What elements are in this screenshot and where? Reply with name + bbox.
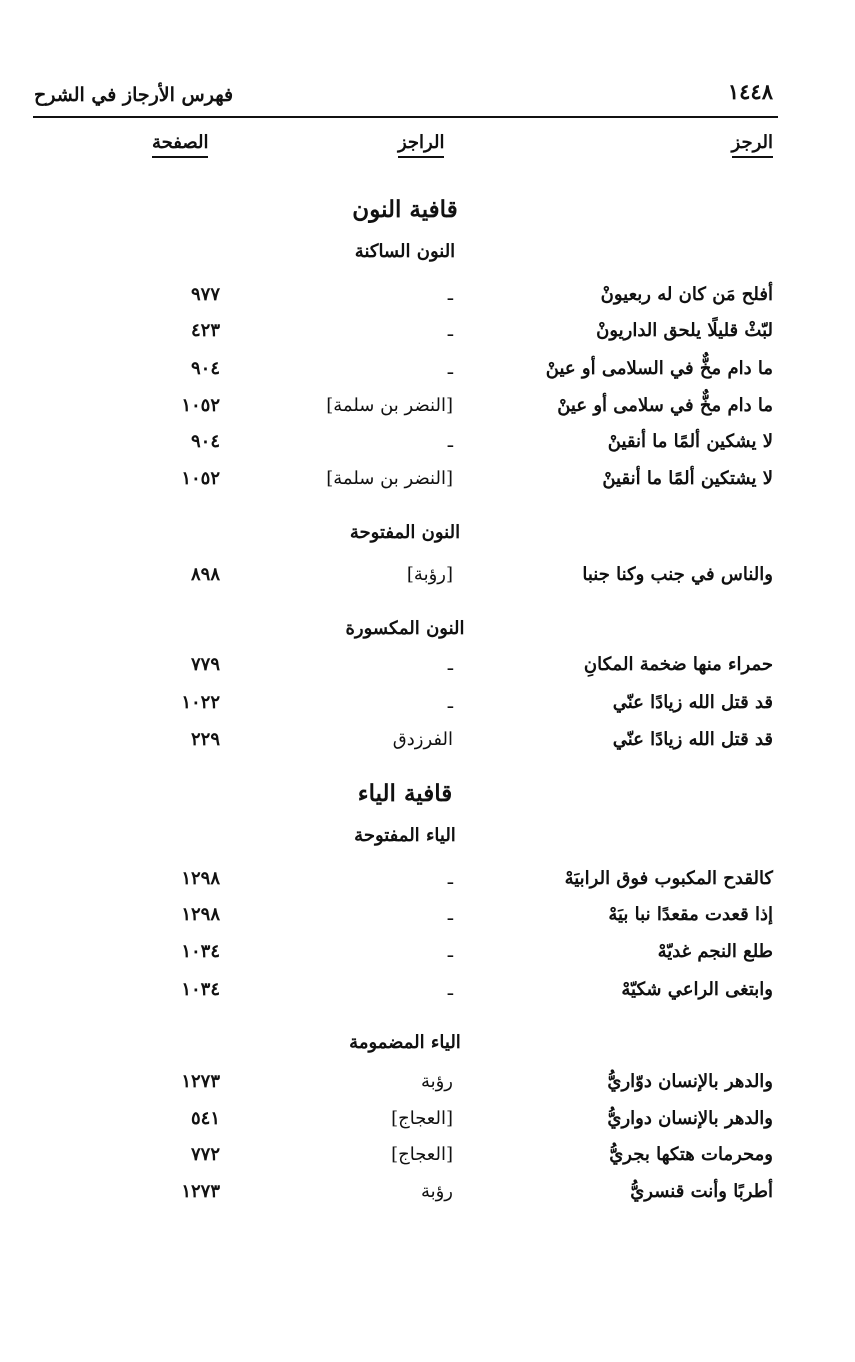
poet-name: [العجاج]: [391, 1144, 453, 1165]
verse-text: قد قتل الله زيادًا عنّي: [612, 729, 773, 750]
poet-name: ـ: [447, 320, 453, 341]
verse-text: طلع النجم غديّهْ: [657, 941, 773, 962]
poet-name: ـ: [447, 868, 453, 889]
subsection-heading: الياء المضمومة: [349, 1032, 461, 1053]
index-row: [0, 654, 855, 688]
page-ref: ٨٩٨: [190, 564, 220, 585]
verse-text: ومحرمات هتكها بجريُّ: [609, 1144, 773, 1165]
page-ref: ١٠٥٢: [181, 468, 220, 489]
index-row: [0, 1108, 855, 1142]
poet-name: ـ: [447, 941, 453, 962]
column-header-poet: الراجز: [398, 132, 444, 158]
index-row: [0, 468, 855, 502]
index-row: [0, 941, 855, 975]
page-ref: ٤٢٣: [190, 320, 220, 341]
page-ref: ٢٢٩: [190, 729, 220, 750]
subsection-heading: النون المكسورة: [345, 618, 465, 639]
index-row: [0, 395, 855, 429]
index-row: [0, 431, 855, 465]
poet-name: ـ: [447, 979, 453, 1000]
page-ref: ١٢٩٨: [181, 868, 220, 889]
poet-name: ـ: [447, 358, 453, 379]
verse-text: كالقدح المكبوب فوق الرابيَهْ: [564, 868, 773, 889]
verse-text: إذا قعدت مقعدًا نبا بيَهْ: [608, 904, 773, 925]
poet-name: [النضر بن سلمة]: [326, 468, 453, 489]
page-ref: ٧٧٩: [190, 654, 220, 675]
poet-name: ـ: [447, 692, 453, 713]
column-header-page: الصفحة: [152, 132, 208, 158]
poet-name: [النضر بن سلمة]: [326, 395, 453, 416]
page-ref: ١٢٩٨: [181, 904, 220, 925]
page-ref: ٩٧٧: [190, 284, 220, 305]
index-row: [0, 729, 855, 763]
index-row: [0, 284, 855, 318]
poet-name: ـ: [447, 431, 453, 452]
poet-name: ـ: [447, 904, 453, 925]
subsection-heading: النون المفتوحة: [349, 522, 461, 543]
poet-name: ـ: [447, 284, 453, 305]
verse-text: لا يشكين ألمًا ما أنقينْ: [607, 431, 773, 452]
subsection-heading: النون الساكنة: [354, 241, 456, 262]
section-heading-nun: قافية النون: [352, 196, 458, 223]
index-row: [0, 564, 855, 598]
verse-text: لبّثْ قليلًا يلحق الداريونْ: [596, 320, 773, 341]
page-ref: ٥٤١: [190, 1108, 220, 1129]
page-number: ١٤٤٨: [727, 79, 773, 104]
poet-name: [رؤبة]: [406, 564, 453, 585]
poet-name: رؤبة: [420, 1071, 453, 1092]
verse-text: والدهر بالإنسان دوّاريُّ: [607, 1071, 773, 1092]
page-ref: ١٠٢٢: [181, 692, 220, 713]
index-row: [0, 868, 855, 902]
index-row: [0, 1181, 855, 1215]
column-header-verse: الرجز: [732, 132, 773, 158]
index-row: [0, 979, 855, 1013]
index-row: [0, 320, 855, 354]
verse-text: ما دام مخٌّ في السلامى أو عينْ: [545, 358, 773, 379]
section-heading-ya: قافية الياء: [357, 780, 453, 807]
page-ref: ١٢٧٣: [181, 1181, 220, 1202]
poet-name: [العجاج]: [391, 1108, 453, 1129]
verse-text: والدهر بالإنسان دواريُّ: [607, 1108, 773, 1129]
subsection-heading: الياء المفتوحة: [354, 825, 456, 846]
index-row: [0, 358, 855, 392]
index-row: [0, 904, 855, 938]
page-ref: ٩٠٤: [190, 431, 220, 452]
header-rule: [33, 116, 778, 118]
verse-text: ما دام مخٌّ في سلامى أو عينْ: [557, 395, 773, 416]
page-ref: ٧٧٢: [190, 1144, 220, 1165]
poet-name: الفرزدق: [392, 729, 453, 750]
verse-text: أفلح مَن كان له ربعيونْ: [600, 284, 773, 305]
poet-name: رؤبة: [420, 1181, 453, 1202]
index-row: [0, 692, 855, 726]
verse-text: لا يشتكين ألمًا ما أنقينْ: [602, 468, 773, 489]
verse-text: قد قتل الله زيادًا عنّي: [612, 692, 773, 713]
page-ref: ١٠٣٤: [181, 941, 220, 962]
running-title: فهرس الأرجاز في الشرح: [34, 84, 234, 106]
page-ref: ١٠٥٢: [181, 395, 220, 416]
verse-text: حمراء منها ضخمة المكانِ: [583, 654, 773, 675]
index-row: [0, 1071, 855, 1105]
poet-name: ـ: [447, 654, 453, 675]
page-ref: ١٠٣٤: [181, 979, 220, 1000]
verse-text: والناس في جنب وكنا جنبا: [582, 564, 773, 585]
verse-text: أطربًا وأنت قنسريُّ: [630, 1181, 773, 1202]
verse-text: وابتغى الراعي شكيّهْ: [621, 979, 773, 1000]
page-ref: ٩٠٤: [190, 358, 220, 379]
page-ref: ١٢٧٣: [181, 1071, 220, 1092]
index-row: [0, 1144, 855, 1178]
